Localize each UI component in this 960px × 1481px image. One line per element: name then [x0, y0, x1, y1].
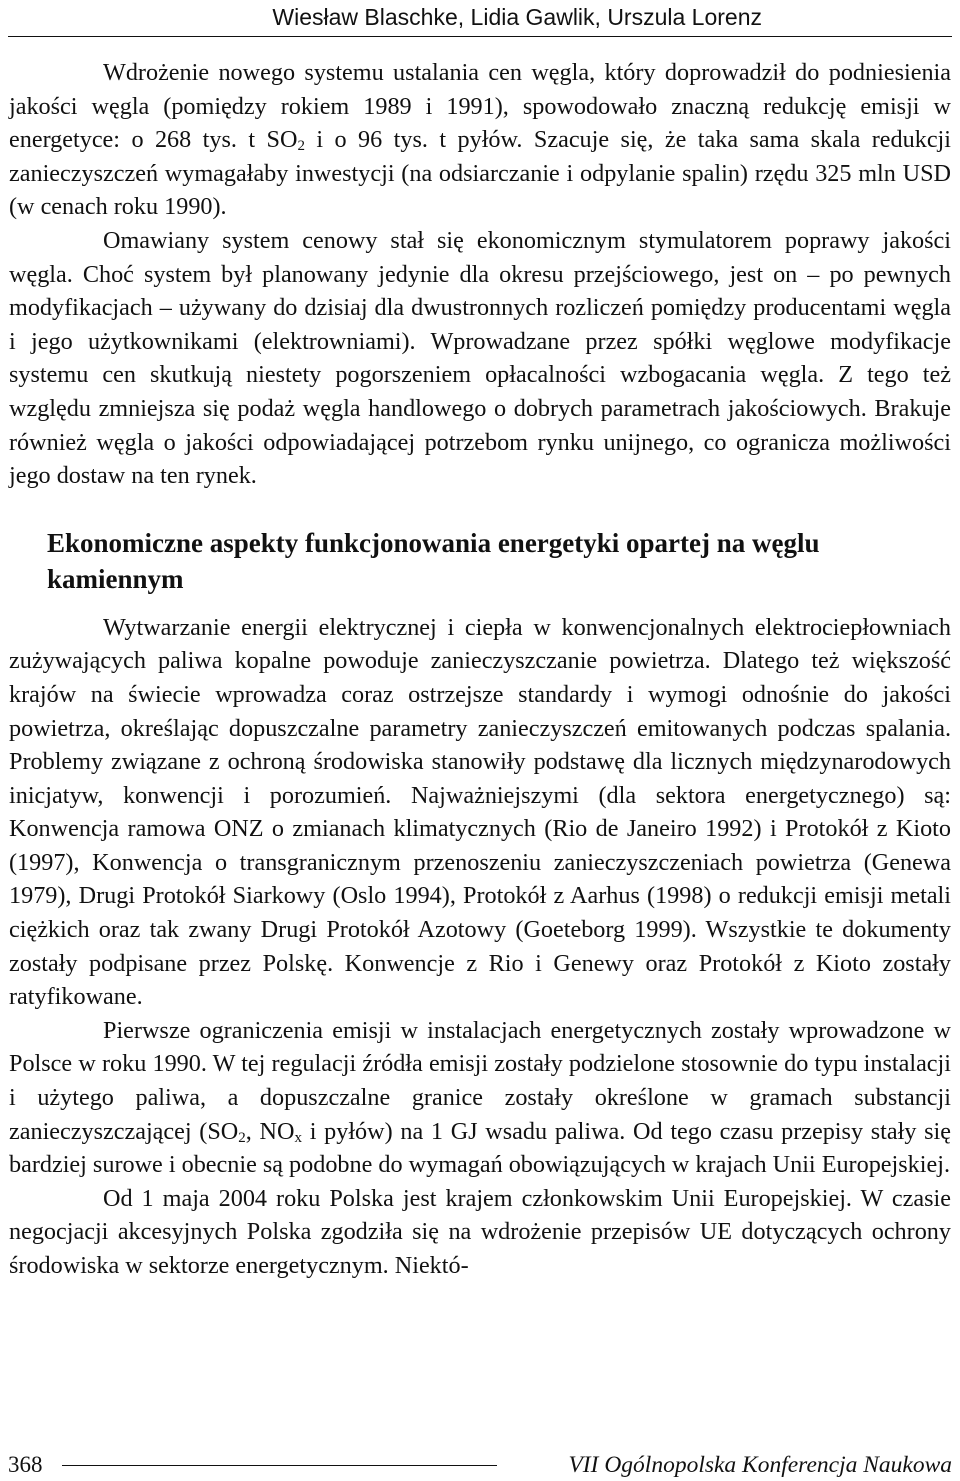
- paragraph-4-text-b: , NO: [245, 1117, 295, 1145]
- paragraph-3: Wytwarzanie energii elektrycznej i ciepła w konwencjonalnych elektrociepłowniach zużywających paliwa kopalne powoduje zanieczyszczanie powietrza. Dlatego też większość krajów na świecie wprowadza coraz ostrzejsze standardy i wymogi odnośnie do jakości powietrza, określając dopuszczalne parametry zanieczyszczeń emitowanych podczas spalania. Problemy związane z ochroną środowiska stanowiły podstawę dla licznych międzynarodowych inicjatyw, konwencji i porozumień. Najważniejszymi (dla sektora energetycznego) są: Konwencja ramowa ONZ o zmianach klimatycznych (Rio de Janeiro 1992) i Protokół z Kioto (1997), Konwencja o transgranicznym przenoszeniu zanieczyszczeniach powietrza (Genewa 1979), Drugi Protokół Siarkowy (Oslo 1994), Protokół z Aarhus (1998) o redukcji emisji metali ciężkich oraz tak zwany Drugi Protokół Azotowy (Goeteborg 1999). Wszystkie te dokumenty zostały podpisane przez Polskę. Konwencje z Rio i Genewy oraz Protokół z Kioto zostały ratyfikowane.: [9, 613, 951, 1011]
- paragraph-4: [9, 1014, 951, 1182]
- section-heading: [9, 525, 951, 597]
- header-rule: [8, 36, 952, 37]
- paragraph-4-text-a: Pierwsze ograniczenia emisji w instalacjach energetycznych zostały wprowadzone w Polsce w roku 1990. W tej regulacji źródła emisji zostały podzielone stosownie do typu instalacji i użytego paliwa, a dopuszczalne granice zostały określone w gramach substancji zanieczyszczającej (SO: [9, 1016, 951, 1145]
- paragraph-4-text-c: i pyłów) na 1 GJ wsadu paliwa. Od tego czasu przepisy stały się bardziej surowe i obecnie są podobne do wymagań obowiązujących w krajach Unii Europejskiej.: [9, 1117, 952, 1179]
- subscript-nox: x: [294, 1129, 302, 1146]
- paragraph-1: [9, 56, 951, 224]
- section-title-text: Ekonomiczne aspekty funkcjonowania energetyki opartej na węglu kamiennym: [47, 527, 820, 594]
- footer-conference-title: VII Ogólnopolska Konferencja Naukowa: [568, 1452, 952, 1478]
- running-header-authors: Wiesław Blaschke, Lidia Gawlik, Urszula Lorenz: [272, 4, 762, 30]
- subscript-so2: 2: [297, 138, 305, 155]
- paragraph-1-text-b: i o 96 tys. t pyłów. Szacuje się, że taka sama skala redukcji zanieczyszczeń wymagałaby inwestycji (na odsiarczanie i odpylanie spalin) rzędu 325 mln USD (w cenach roku 1990).: [9, 126, 951, 221]
- paragraph-5: Od 1 maja 2004 roku Polska jest krajem członkowskim Unii Europejskiej. W czasie negocjacji akcesyjnych Polska zgodziła się na wdrożenie przepisów UE dotyczących ochrony środowiska w sektorze energetycznym. Niektó-: [9, 1184, 951, 1279]
- subscript-so2: 2: [238, 1129, 246, 1146]
- page-body: [9, 56, 951, 1283]
- paragraph-1-text-a: Wdrożenie nowego systemu ustalania cen węgla, który doprowadził do podniesienia jakości węgla (pomiędzy rokiem 1989 i 1991), spowodowało znaczną redukcję emisji w energetyce: o 268 tys. t SO: [9, 59, 951, 154]
- footer-rule: [62, 1465, 497, 1466]
- section-spacer: [9, 597, 951, 611]
- page-number: 368: [8, 1452, 43, 1477]
- paragraph-2: Omawiany system cenowy stał się ekonomicznym stymulatorem poprawy jakości węgla. Choć system był planowany jedynie dla okresu przejściowego, jest on – po pewnych modyfikacjach – używany do dzisiaj dla dwustronnych rozliczeń pomiędzy producentami węgla i jego użytkownikami (elektrowniami). Wprowadzane przez spółki węglowe modyfikacje systemu cen skutkują niestety pogorszeniem opłacalności wzbogacania węgla. Z tego też względu zmniejsza się podaż węgla handlowego o dobrych parametrach jakościowych. Brakuje również węgla o jakości odpowiadającej potrzebom rynku unijnego, co ogranicza możliwości jego dostaw na ten rynek.: [9, 226, 951, 490]
- section-number: [9, 525, 47, 561]
